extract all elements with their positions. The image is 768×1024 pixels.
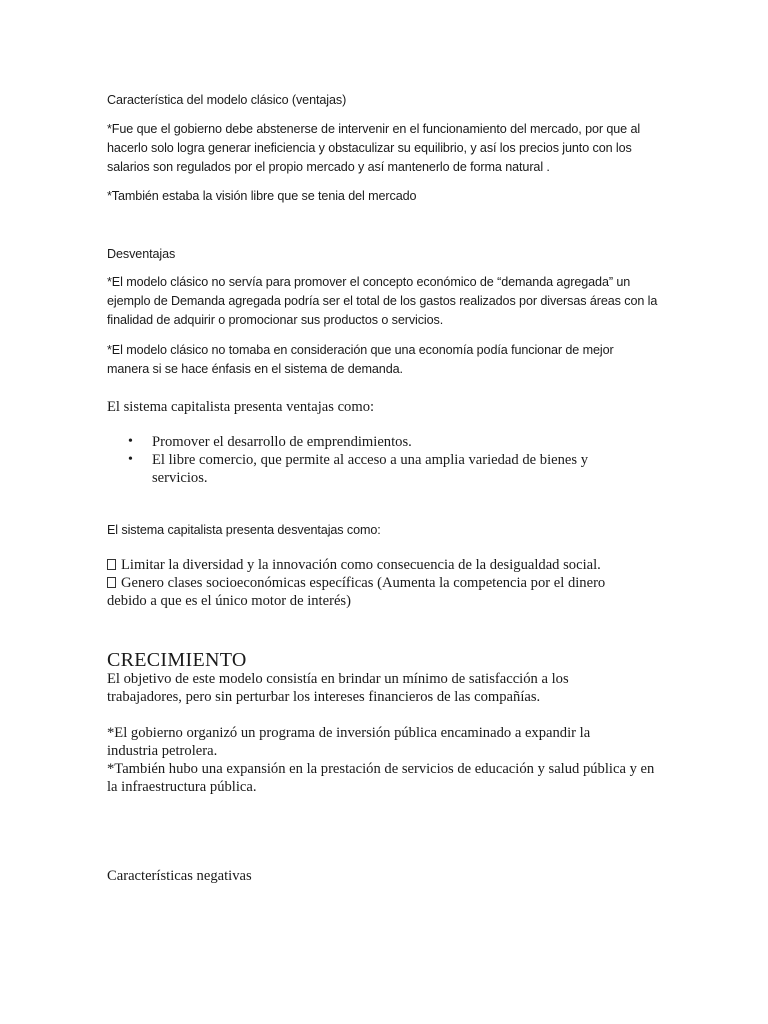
paragraph-growth-2-wrap	[107, 724, 617, 760]
paragraph-disadv-1-wrap	[107, 273, 672, 330]
list-item-text: Promover el desarrollo de emprendimientos.	[152, 434, 412, 450]
list-item-text: El libre comercio, que permite al acceso a una amplia variedad de bienes y servicios.	[152, 452, 588, 486]
section-title-capitalism-disadvantages: El sistema capitalista presenta desventajas como:	[107, 523, 381, 537]
paragraph-growth-1-wrap	[107, 670, 597, 706]
paragraph-growth-3-wrap	[107, 760, 667, 796]
section-capitalism-disadvantages	[107, 521, 667, 540]
paragraph-classic-adv-2-wrap	[107, 187, 667, 206]
checkbox-glyph-icon	[107, 559, 116, 570]
checkbox-glyph-icon	[107, 577, 116, 588]
bullet-icon: •	[128, 452, 133, 467]
bullet-icon: •	[128, 434, 133, 449]
section-capitalism-advantages	[107, 398, 667, 416]
paragraph-disadv-2: *El modelo clásico no tomaba en consideración que una economía podía funcionar de mejor manera si se hace énfasis en el sistema de demanda.	[107, 343, 614, 376]
list-item	[107, 574, 637, 610]
paragraph-classic-adv-1: *Fue que el gobierno debe abstenerse de intervenir en el funcionamiento del mercado, por que al hacerlo solo logra generar ineficiencia y obstaculizar su equilibrio, y así los precios junto con los salarios son regulados por el propio mercado y así mantenerlo de forma natural .	[107, 122, 641, 174]
paragraph-classic-adv-2: *También estaba la visión libre que se tenia del mercado	[107, 189, 417, 203]
list-item	[107, 433, 627, 451]
list-item-text: Limitar la diversidad y la innovación como consecuencia de la desigualdad social.	[121, 557, 601, 573]
section-title-classic-advantages: Característica del modelo clásico (ventajas)	[107, 93, 347, 107]
section-negative-characteristics	[107, 867, 667, 885]
paragraph-growth-3: *También hubo una expansión en la prestación de servicios de educación y salud pública y en la infraestructura pública.	[107, 761, 655, 795]
section-title-disadvantages: Desventajas	[107, 247, 176, 261]
section-title-growth: CRECIMIENTO	[107, 649, 247, 671]
paragraph-classic-adv-1-wrap	[107, 120, 672, 177]
section-title-capitalism-advantages: El sistema capitalista presenta ventajas como:	[107, 399, 375, 415]
capitalism-advantages-list	[107, 433, 627, 487]
list-item	[107, 556, 637, 574]
section-growth	[107, 649, 667, 671]
paragraph-disadv-2-wrap	[107, 341, 652, 379]
paragraph-growth-2: *El gobierno organizó un programa de inversión pública encaminado a expandir la industria petrolera.	[107, 725, 591, 759]
paragraph-growth-1: El objetivo de este modelo consistía en brindar un mínimo de satisfacción a los trabajadores, pero sin perturbar los intereses financieros de las compañías.	[107, 671, 569, 705]
paragraph-disadv-1: *El modelo clásico no servía para promover el concepto económico de “demanda agregada” un ejemplo de Demanda agregada podría ser el total de los gastos realizados por diversas áreas con la finalidad de adquirir o promocionar sus productos o servicios.	[107, 275, 658, 327]
capitalism-advantages-list-wrap	[107, 433, 627, 487]
section-classic-advantages	[107, 91, 667, 110]
capitalism-disadvantages-list	[107, 556, 637, 610]
section-disadvantages	[107, 245, 667, 264]
list-item-text: Genero clases socioeconómicas específicas (Aumenta la competencia por el dinero debido a que es el único motor de interés)	[107, 575, 606, 609]
section-title-negative-characteristics: Características negativas	[107, 868, 252, 884]
list-item	[107, 451, 627, 487]
